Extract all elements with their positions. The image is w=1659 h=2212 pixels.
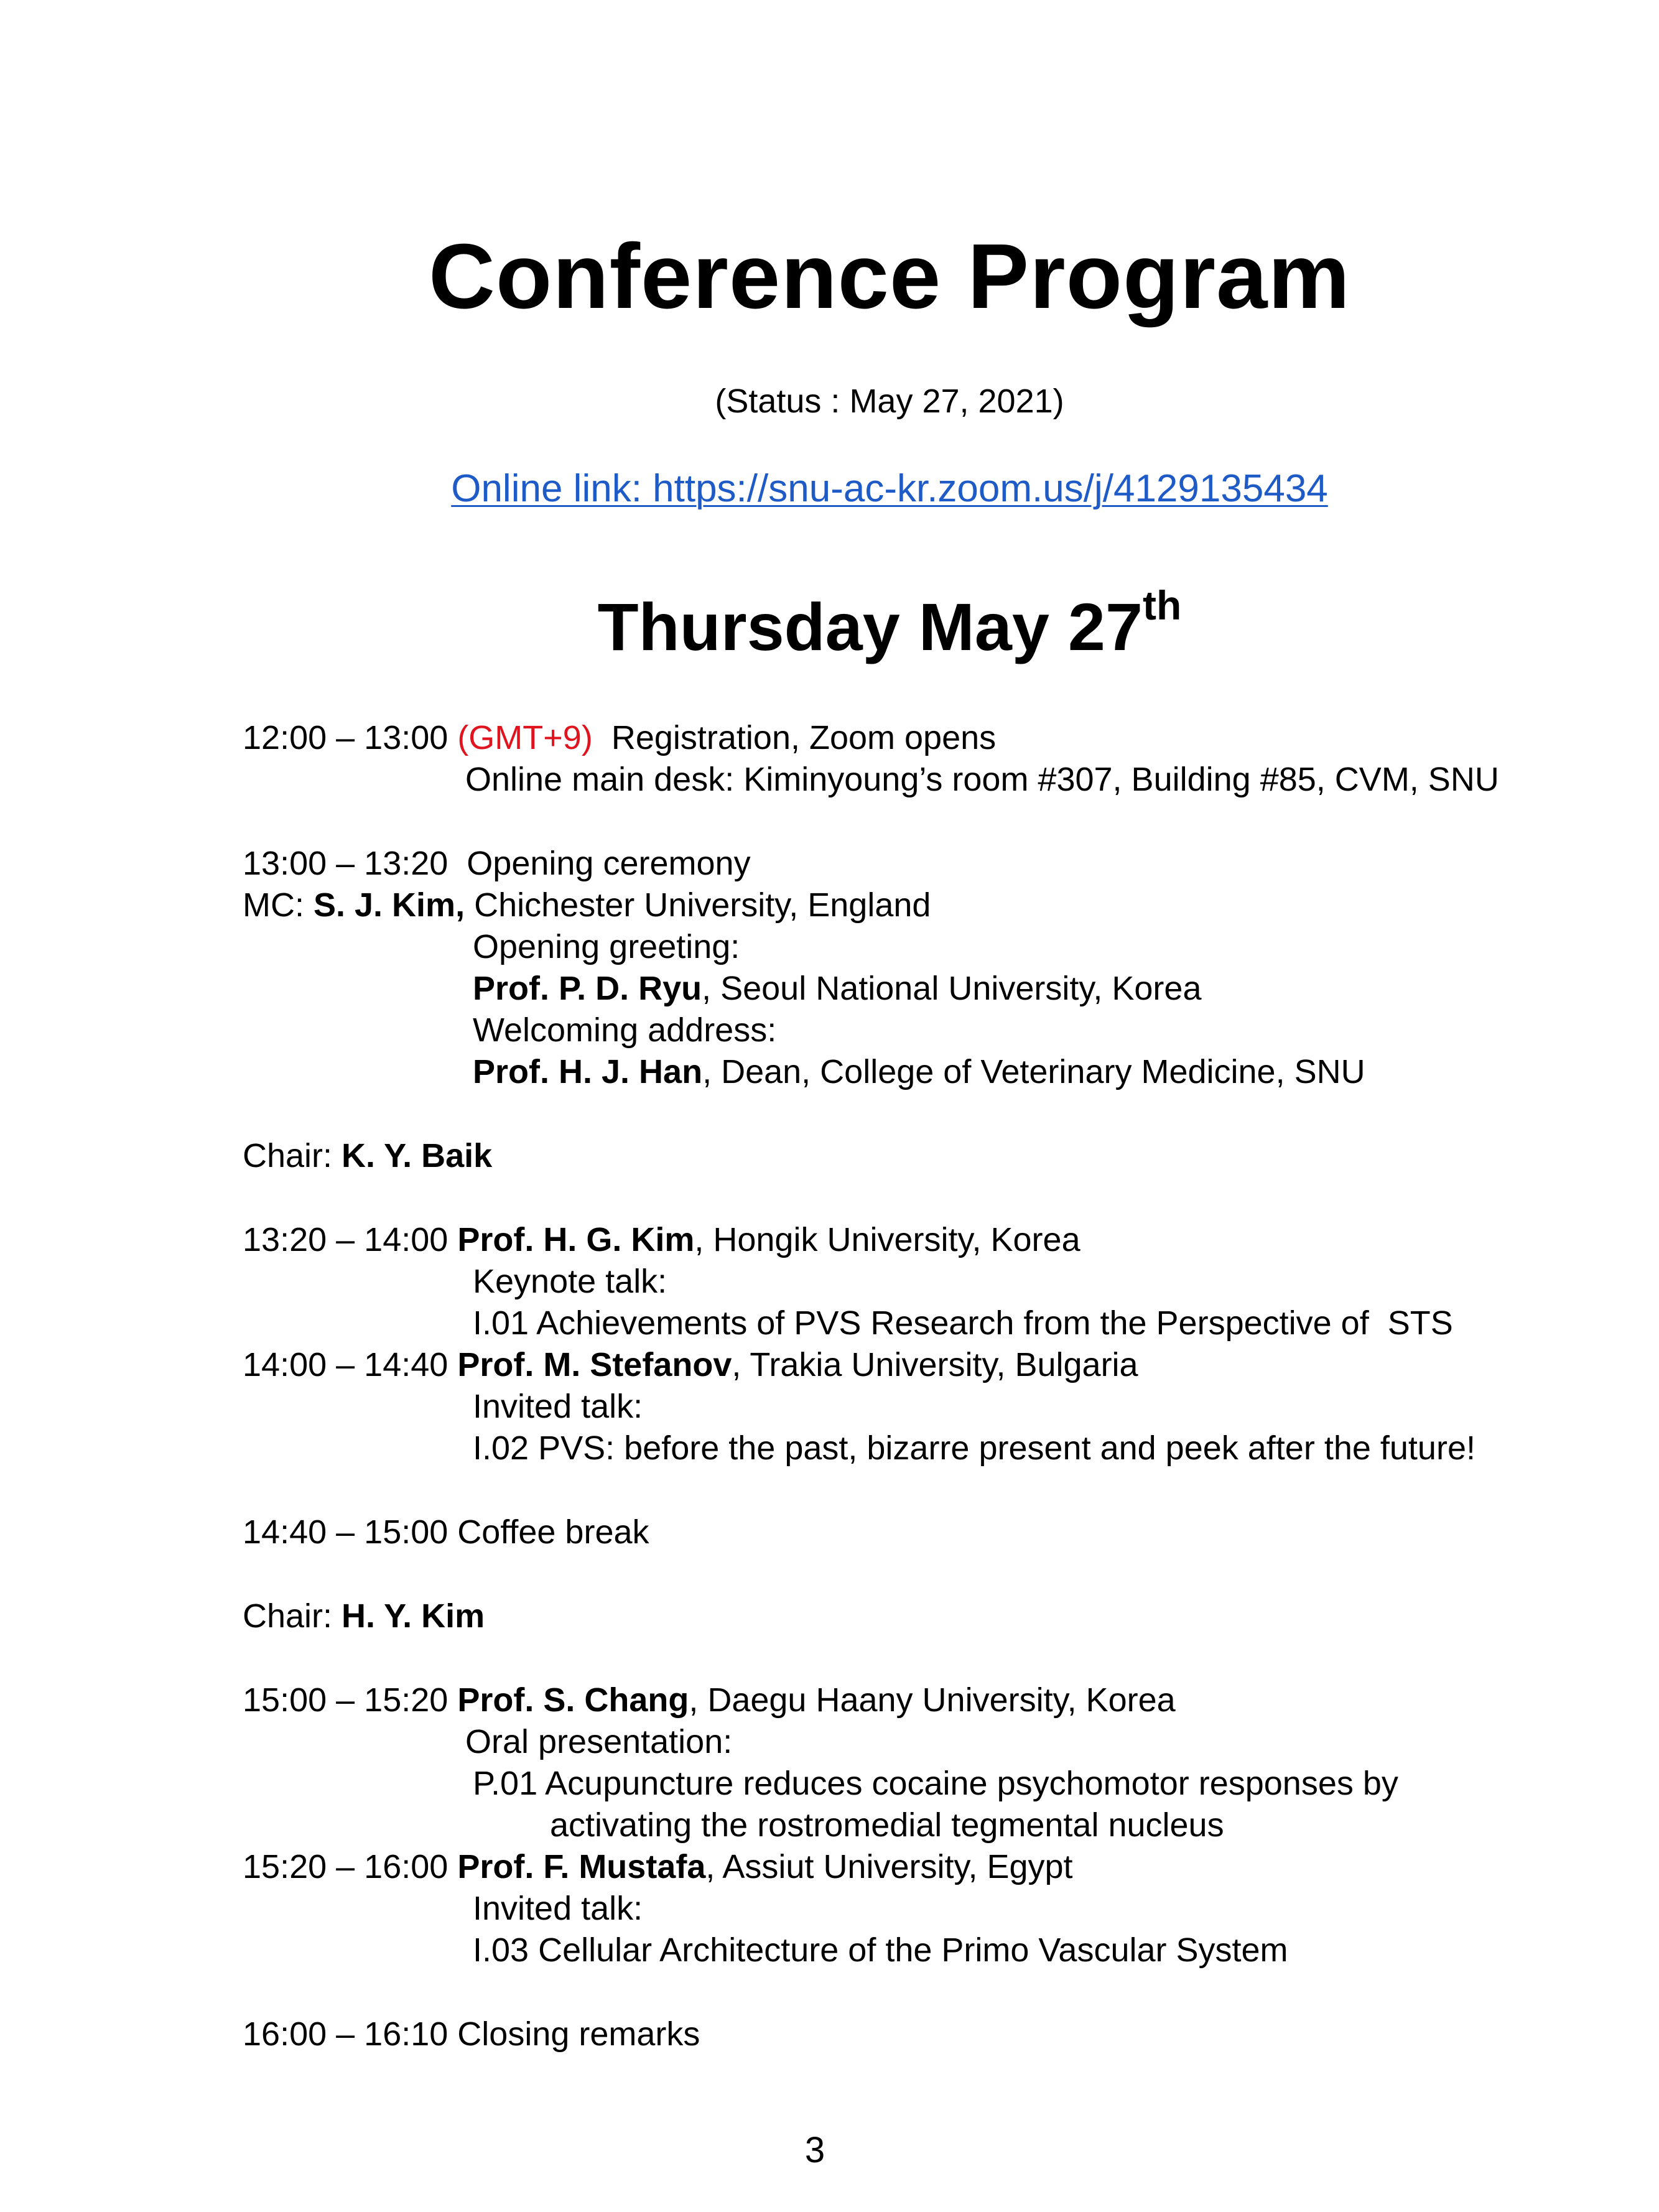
greeting-speaker-affiliation: , Seoul National University, Korea bbox=[702, 970, 1202, 1007]
talk-title: I.02 PVS: before the past, bizarre present and peek after the future! bbox=[473, 1429, 1475, 1467]
talk-type: Invited talk: bbox=[473, 1388, 643, 1425]
zoom-link[interactable]: Online link: https://snu-ac-kr.zoom.us/j/4129135434 bbox=[451, 467, 1328, 510]
talk-type: Oral presentation: bbox=[465, 1723, 733, 1760]
closing-remarks: 16:00 – 16:10 Closing remarks bbox=[243, 2015, 700, 2053]
speaker-affiliation: , Trakia University, Bulgaria bbox=[732, 1346, 1138, 1383]
opening-greeting-label: Opening greeting: bbox=[473, 928, 740, 965]
mc-name: S. J. Kim, bbox=[314, 886, 465, 924]
session-time: 15:20 – 16:00 bbox=[243, 1848, 458, 1885]
speaker-name: Prof. H. G. Kim bbox=[457, 1221, 695, 1258]
online-link-line bbox=[0, 465, 1659, 513]
speaker-affiliation: , Assiut University, Egypt bbox=[705, 1848, 1073, 1885]
session-oral bbox=[243, 1680, 1176, 1721]
session-invited-1 bbox=[243, 1344, 1138, 1385]
mc-line bbox=[243, 885, 931, 926]
speaker-affiliation: , Daegu Haany University, Korea bbox=[689, 1681, 1176, 1719]
welcoming-address-label: Welcoming address: bbox=[473, 1011, 777, 1049]
chair-line-1 bbox=[243, 1135, 492, 1176]
session-invited-2 bbox=[243, 1846, 1073, 1887]
registration-title: Registration, Zoom opens bbox=[592, 719, 997, 756]
session-time: 15:00 – 15:20 bbox=[243, 1681, 458, 1719]
day-heading bbox=[0, 572, 1659, 667]
welcome-speaker-name: Prof. H. J. Han bbox=[473, 1053, 703, 1090]
chair-name: K. Y. Baik bbox=[342, 1137, 493, 1174]
speaker-name: Prof. M. Stefanov bbox=[457, 1346, 732, 1383]
talk-title: I.01 Achievements of PVS Research from the Perspective of STS bbox=[473, 1304, 1453, 1342]
coffee-break: 14:40 – 15:00 Coffee break bbox=[243, 1513, 649, 1551]
talk-type: Keynote talk: bbox=[473, 1263, 667, 1300]
talk-title: P.01 Acupuncture reduces cocaine psychomotor responses by bbox=[473, 1765, 1398, 1802]
day-suffix: th bbox=[1143, 582, 1182, 628]
speaker-affiliation: , Hongik University, Korea bbox=[694, 1221, 1080, 1258]
greeting-speaker-name: Prof. P. D. Ryu bbox=[473, 970, 702, 1007]
opening-ceremony-line: 13:00 – 13:20 Opening ceremony bbox=[243, 845, 751, 882]
chair-prefix: Chair: bbox=[243, 1137, 342, 1174]
session-time: 13:20 – 14:00 bbox=[243, 1221, 458, 1258]
chair-line-2 bbox=[243, 1596, 485, 1637]
registration-time: 12:00 – 13:00 bbox=[243, 719, 458, 756]
status-date: (Status : May 27, 2021) bbox=[715, 383, 1064, 420]
online-main-desk: Online main desk: Kiminyoung’s room #307, Building #85, CVM, SNU bbox=[465, 761, 1499, 798]
welcoming-address-speaker bbox=[473, 1051, 1365, 1092]
mc-affiliation: Chichester University, England bbox=[465, 886, 931, 924]
chair-name: H. Y. Kim bbox=[342, 1597, 485, 1635]
speaker-name: Prof. F. Mustafa bbox=[457, 1848, 706, 1885]
mc-prefix: MC: bbox=[243, 886, 314, 924]
welcome-speaker-affiliation: , Dean, College of Veterinary Medicine, SNU bbox=[702, 1053, 1365, 1090]
talk-type: Invited talk: bbox=[473, 1890, 643, 1927]
page-title: Conference Program bbox=[429, 225, 1350, 328]
page-number: 3 bbox=[804, 2130, 825, 2170]
talk-title: I.03 Cellular Architecture of the Primo Vascular System bbox=[473, 1931, 1288, 1969]
opening-greeting-speaker bbox=[473, 968, 1201, 1009]
registration-line bbox=[243, 717, 996, 758]
chair-prefix: Chair: bbox=[243, 1597, 342, 1635]
day-label: Thursday May 27 bbox=[597, 589, 1143, 664]
talk-title-continued: activating the rostromedial tegmental nucleus bbox=[550, 1806, 1224, 1844]
timezone-label: (GMT+9) bbox=[457, 719, 593, 756]
session-time: 14:00 – 14:40 bbox=[243, 1346, 458, 1383]
speaker-name: Prof. S. Chang bbox=[457, 1681, 689, 1719]
session-keynote bbox=[243, 1219, 1080, 1260]
